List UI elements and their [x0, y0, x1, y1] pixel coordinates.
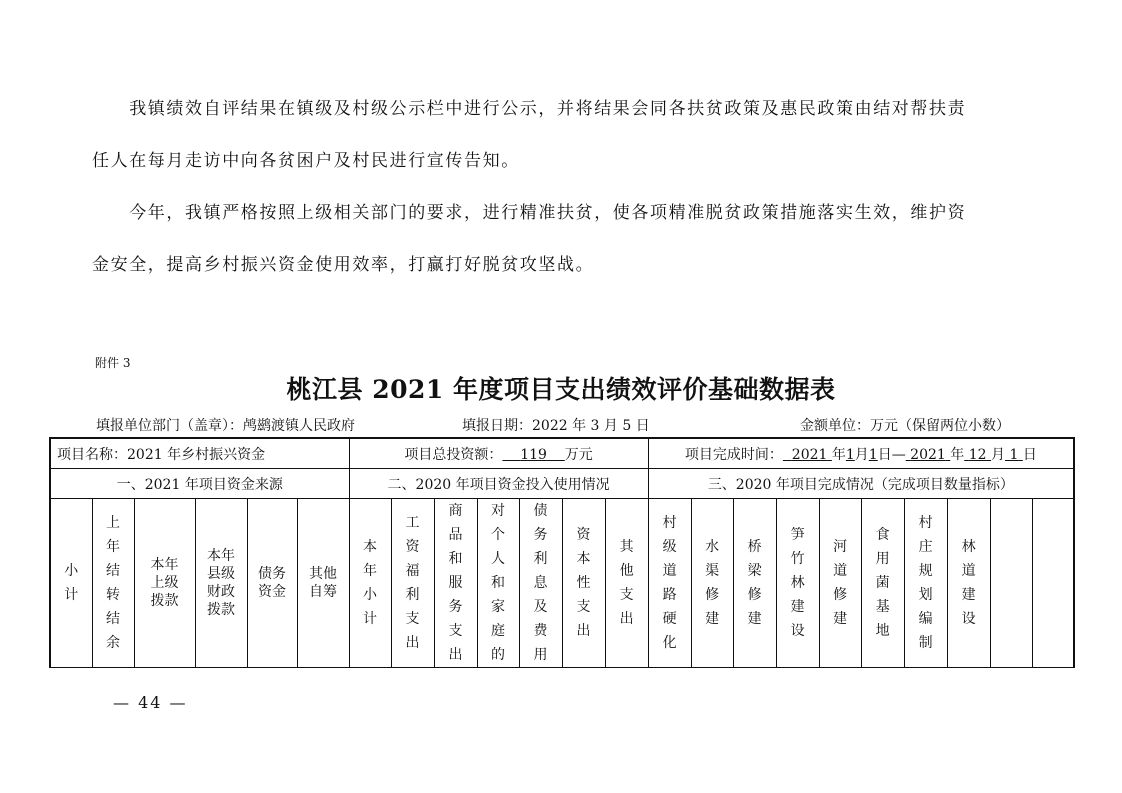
end-day: 1 — [1009, 446, 1019, 463]
paragraph-4: 金安全，提高乡村振兴资金使用效率，打赢打好脱贫攻坚战。 — [92, 255, 595, 275]
col-blank-2 — [1032, 499, 1074, 668]
col-salary-welfare: 工资福利支出 — [391, 499, 434, 668]
currency-unit: 金额单位：万元（保留两位小数） — [800, 418, 1010, 434]
end-year: 2021 — [910, 446, 946, 463]
col-capital-expense: 资本性支出 — [562, 499, 605, 668]
col-river: 河道修建 — [819, 499, 861, 668]
col-self-raised: 其他自筹 — [297, 499, 349, 668]
total-investment-cell — [349, 438, 648, 469]
start-year: 2021 — [791, 446, 828, 463]
col-mushroom-base: 食用菌基地 — [861, 499, 904, 668]
start-month-char: 月 — [854, 446, 869, 463]
col-subtotal: 小计 — [50, 499, 92, 668]
col-prior-year-balance: 上年结转结余 — [92, 499, 134, 668]
paragraph-3: 今年，我镇严格按照上级相关部门的要求，进行精准扶贫，使各项精准脱贫政策措施落实生效，维护资 — [92, 203, 967, 223]
completion-time-cell — [648, 438, 1074, 469]
end-day-char: 日 — [1022, 446, 1037, 463]
project-info-row — [50, 438, 1074, 469]
start-day-char: 日 — [877, 446, 892, 463]
total-investment-value: 119 — [520, 446, 547, 463]
attachment-label: 附件 3 — [95, 356, 131, 370]
section-header-row — [50, 469, 1074, 499]
column-header-row — [50, 499, 1074, 668]
start-year-char: 年 — [831, 446, 846, 463]
page-number: — 44 — — [113, 693, 188, 712]
start-month: 1 — [845, 446, 855, 463]
col-village-planning: 村庄规划编制 — [904, 499, 947, 668]
col-debt-interest: 债务利息及费用 — [519, 499, 562, 668]
project-name: 项目名称：2021 年乡村振兴资金 — [57, 446, 266, 463]
col-superior-allocation: 本年上级拨款 — [134, 499, 195, 668]
data-table — [49, 437, 1075, 668]
end-month: 12 — [968, 446, 987, 463]
date-dash: — — [891, 446, 906, 463]
col-individual-household: 对个人和家庭的 — [477, 499, 519, 668]
col-blank-1 — [990, 499, 1032, 668]
paragraph-2: 任人在每月走访中向各贫困户及村民进行宣传告知。 — [92, 151, 520, 171]
total-investment-unit: 万元 — [564, 446, 593, 463]
col-canal: 水渠修建 — [691, 499, 733, 668]
paragraph-1: 我镇绩效自评结果在镇级及村级公示栏中进行公示，并将结果会同各扶贫政策及惠民政策由结对帮扶责 — [92, 99, 967, 119]
total-investment-label: 项目总投资额： — [404, 446, 503, 463]
col-forest-road: 林道建设 — [947, 499, 990, 668]
col-county-allocation: 本年县级财政拨款 — [195, 499, 247, 668]
col-bridge: 桥梁修建 — [733, 499, 776, 668]
section-completion: 三、2020 年项目完成情况（完成项目数量指标） — [648, 469, 1074, 499]
col-goods-services: 商品和服务支出 — [434, 499, 477, 668]
start-day: 1 — [868, 446, 878, 463]
completion-time-label: 项目完成时间： — [684, 446, 783, 463]
col-village-road: 村级道路硬化 — [648, 499, 691, 668]
end-month-char: 月 — [991, 446, 1005, 463]
end-year-char: 年 — [950, 446, 965, 463]
col-debt-funds: 债务资金 — [247, 499, 297, 668]
project-name-cell — [50, 438, 349, 469]
table-title: 桃江县 2021 年度项目支出绩效评价基础数据表 — [286, 375, 836, 404]
section-funding-source: 一、2021 年项目资金来源 — [50, 469, 349, 499]
col-year-subtotal: 本年小计 — [349, 499, 391, 668]
reporting-unit: 填报单位部门（盖章）：鸬鹚渡镇人民政府 — [96, 418, 355, 434]
section-fund-usage: 二、2020 年项目资金投入使用情况 — [349, 469, 648, 499]
reporting-date: 填报日期：2022 年 3 月 5 日 — [462, 418, 650, 434]
col-other-expense: 其他支出 — [605, 499, 648, 668]
col-bamboo-forest: 笋竹林建设 — [776, 499, 819, 668]
